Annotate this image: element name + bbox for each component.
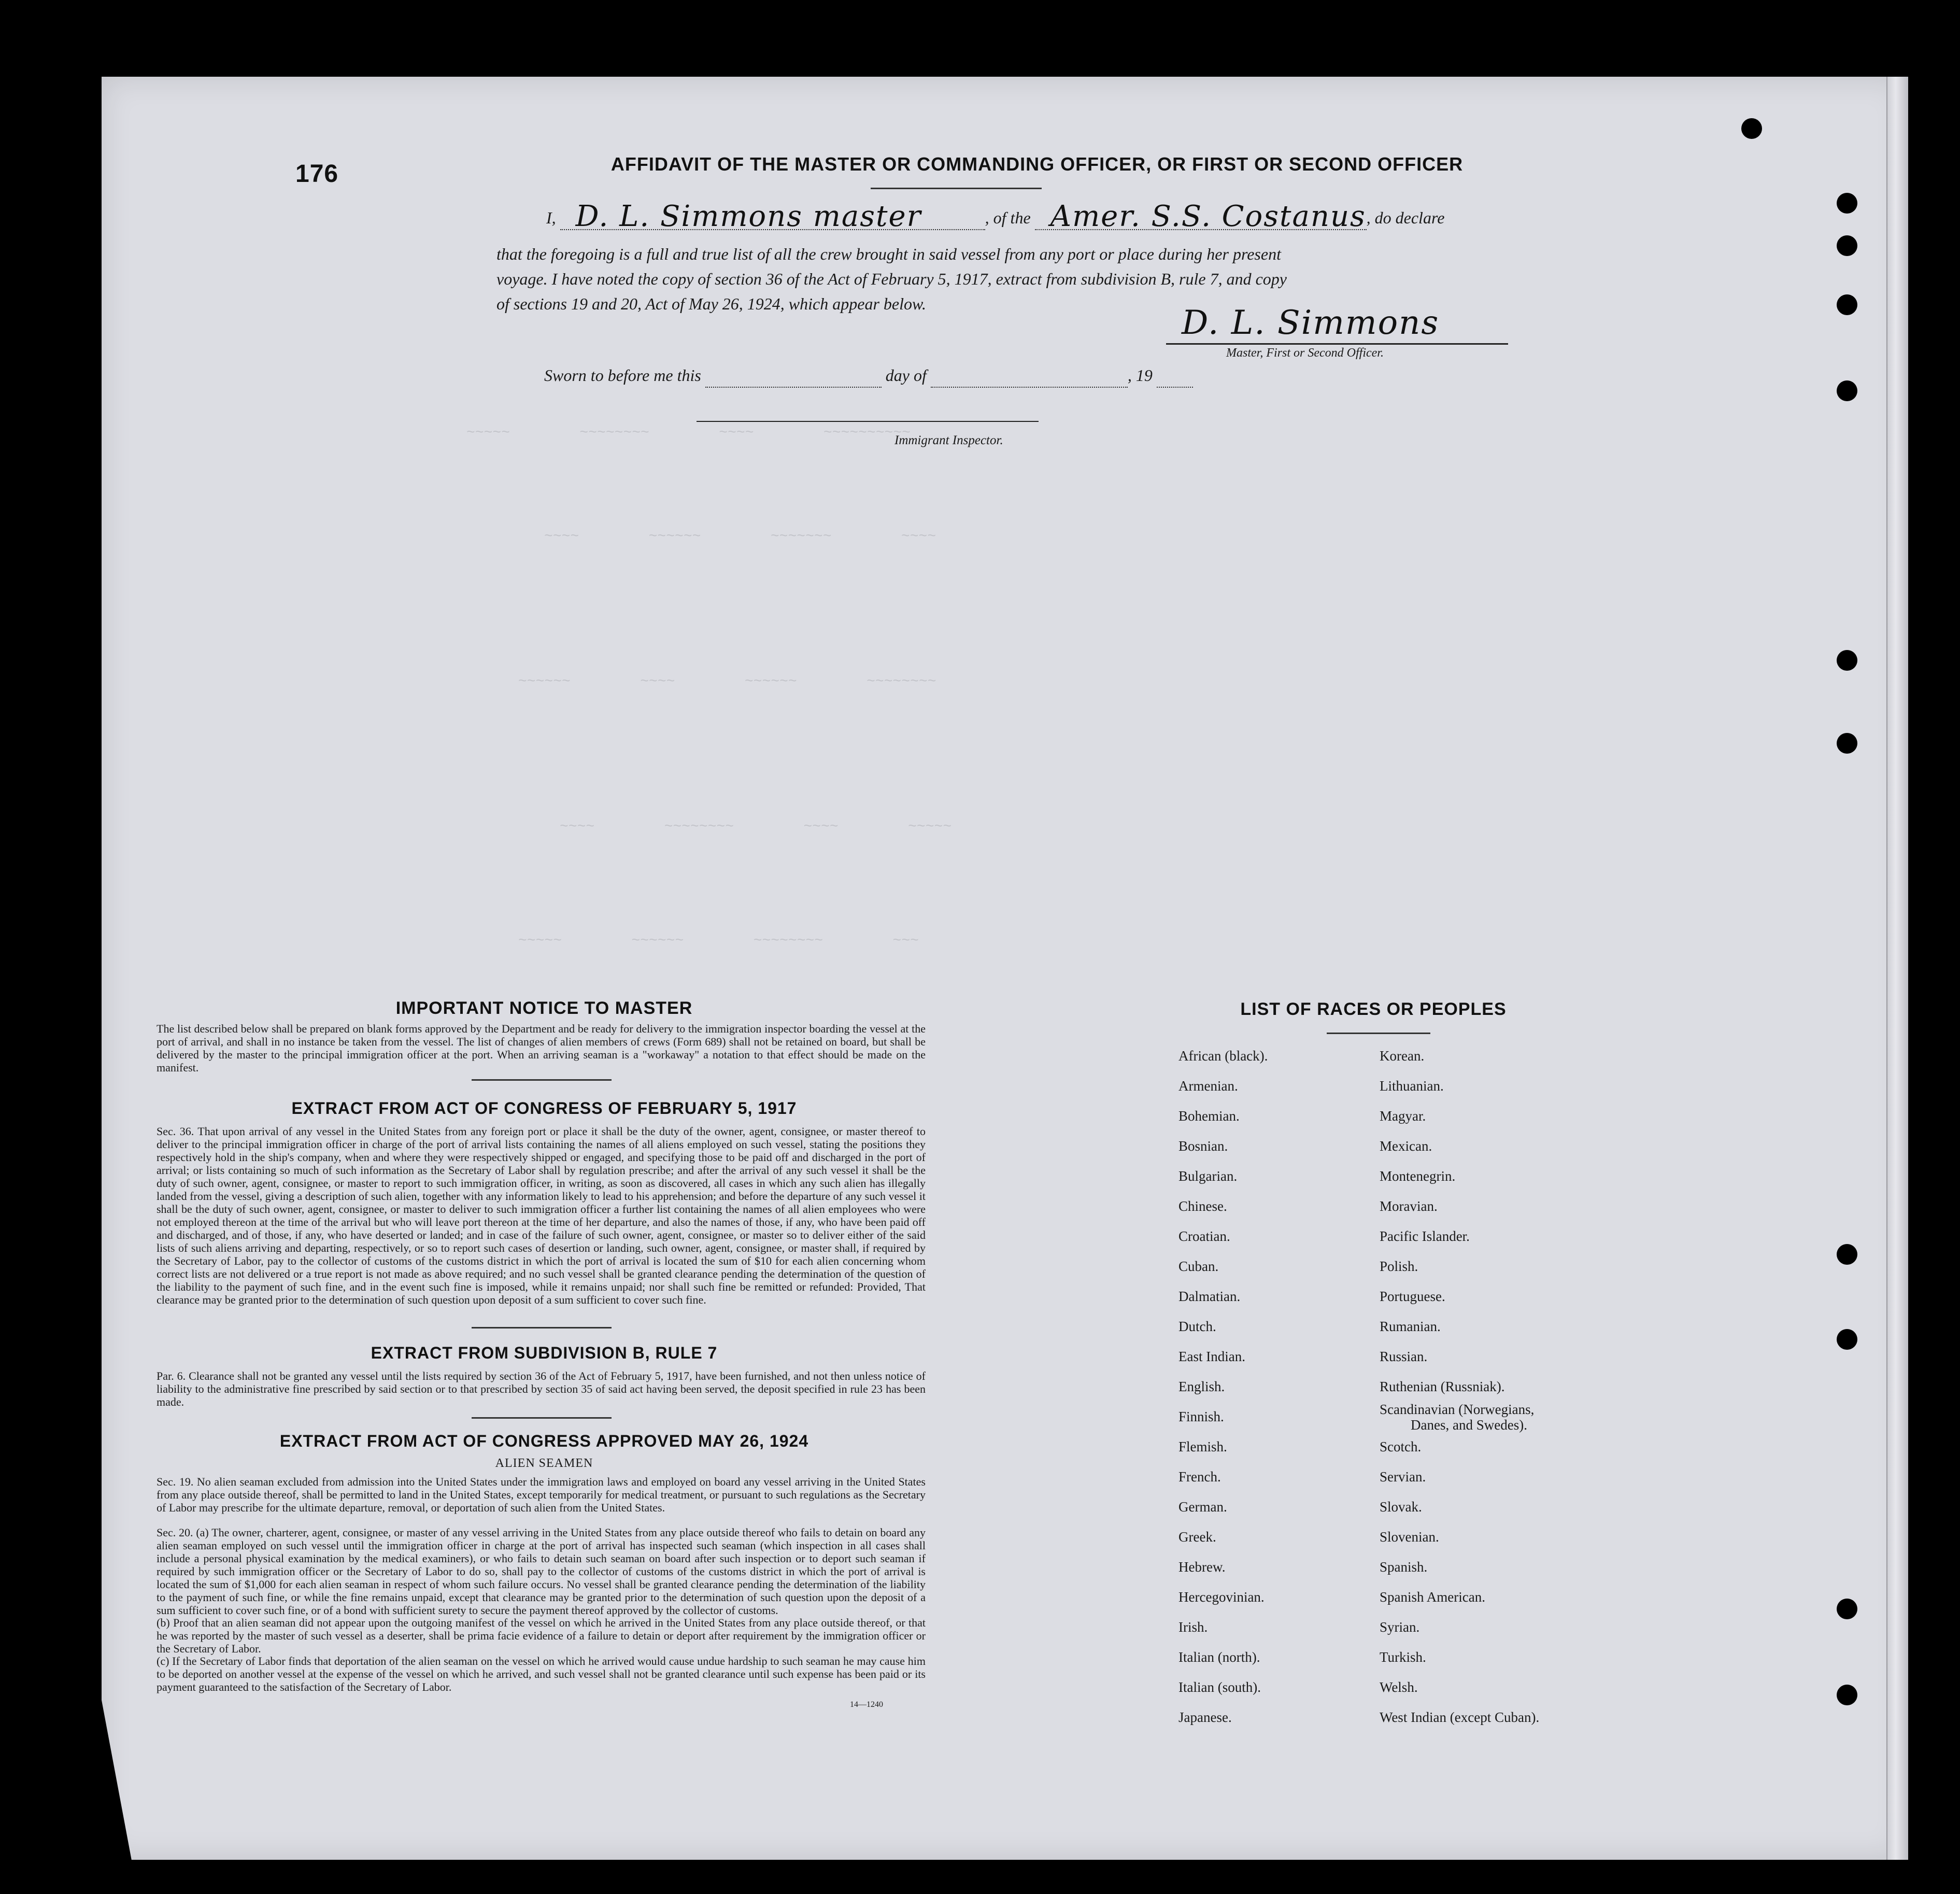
sworn-month-field [931, 366, 1128, 388]
inspector-caption: Immigrant Inspector. [894, 433, 1003, 447]
bleed-through: ~~~~~ ~~~~~~~~ ~~~~ ~~~~~~~~~~ [466, 425, 911, 441]
race-item: West Indian (except Cuban). [1380, 1709, 1540, 1725]
race-item: Lithuanian. [1380, 1078, 1444, 1094]
punch-hole [1837, 1244, 1857, 1265]
sworn-year-field [1157, 366, 1193, 388]
vessel-field [1035, 200, 1367, 233]
race-item: African (black). [1178, 1048, 1268, 1064]
extract-1924-sec20a: Sec. 20. (a) The owner, charterer, agent, consignee, or master of any vessel arriving in the United States from any place outside thereof who fails to detain on board any alien seaman employed on such vessel until the immigration officer in charge at the port of arrival has inspected such seaman (which inspection in all cases shall include a personal physical examination by the medical examiners), or who fails to detain such seaman on board after such inspection or to deport such seaman if required by such immigration officer or the Secretary of Labor to do so, shall pay to the collector of customs of the customs district in which the port of arrival is located the sum of $1,000 for each alien seaman in respect of whom such failure occurs. No vessel shall be granted clearance pending the determination of the liability to the payment of such fine, or while the fine remains unpaid, except that clearance may be granted prior to the determination of such question upon the deposit of a sum sufficient to cover such fine, or of a bond with sufficient surety to secure the payment thereof approved by the collector of customs. [157, 1526, 926, 1617]
punch-hole [1837, 733, 1857, 754]
form-number: 14—1240 [850, 1700, 883, 1709]
races-rule [1327, 1033, 1430, 1034]
race-item: Dutch. [1178, 1319, 1216, 1334]
punch-hole [1837, 1685, 1857, 1705]
punch-hole [1837, 1599, 1857, 1619]
race-item: Greek. [1178, 1529, 1216, 1545]
extract-1924-sec19: Sec. 19. No alien seaman excluded from admission into the United States under the immigration laws and employed on board any vessel arriving in the United States from any place outside thereof, shall be permitted to land in the United States, except temporarily for medical treatment, or pursuant to such regulations as the Secretary of Labor may prescribe for the ultimate departure, removal, or deportation of such alien from the United States. [157, 1475, 926, 1514]
race-item: English. [1178, 1379, 1225, 1394]
race-item: French. [1178, 1469, 1221, 1485]
races-right-column [1380, 1041, 1539, 1732]
signature-caption: Master, First or Second Officer. [1226, 346, 1384, 360]
race-item: German. [1178, 1499, 1227, 1515]
race-item: Moravian. [1380, 1198, 1438, 1214]
paper-edge [1886, 77, 1908, 1860]
sworn-year: , 19 [1127, 366, 1153, 385]
race-item: Cuban. [1178, 1259, 1219, 1274]
master-name-handwritten: D. L. Simmons master [575, 200, 922, 233]
race-item: Rumanian. [1380, 1319, 1441, 1334]
sworn-prefix: Sworn to before me this [544, 366, 701, 385]
race-item: Ruthenian (Russniak). [1380, 1379, 1505, 1394]
title-rule [871, 188, 1042, 189]
race-item: Spanish. [1380, 1559, 1428, 1575]
punch-hole [1837, 294, 1857, 315]
affidavit-body-line: that the foregoing is a full and true list of all the crew brought in said vessel from any port or place during her present [496, 245, 1281, 263]
punch-hole [1837, 380, 1857, 401]
affidavit-mid: , of the [985, 208, 1031, 227]
bleed-through: ~~~~ ~~~~~~~~ ~~~~ ~~~~~ [560, 819, 952, 835]
affidavit-prefix: I, [546, 208, 556, 227]
bleed-through: ~~~~ ~~~~~~ ~~~~~~~ ~~~~ [544, 529, 936, 545]
notice-rule [472, 1079, 612, 1081]
master-name-field [560, 200, 985, 233]
bleed-through: ~~~~~ ~~~~~~ ~~~~~~~~ ~~~ [518, 933, 919, 949]
punch-hole [1837, 235, 1857, 256]
race-item: Pacific Islander. [1380, 1228, 1470, 1244]
extract-1917-title: EXTRACT FROM ACT OF CONGRESS OF FEBRUARY 5, 1917 [291, 1099, 797, 1118]
race-item: Welsh. [1380, 1679, 1418, 1695]
page-number: 176 [295, 160, 339, 188]
race-item: Russian. [1380, 1349, 1428, 1364]
bleed-through: ~~~~~~ ~~~~ ~~~~~~ ~~~~~~~~ [518, 674, 936, 690]
race-item: Irish. [1178, 1619, 1208, 1635]
extract-1917-rule [472, 1327, 612, 1328]
vessel-handwritten: Amer. S.S. Costanus [1050, 200, 1366, 233]
race-item: Bohemian. [1178, 1108, 1240, 1124]
rule7-rule [472, 1417, 612, 1419]
race-item: Turkish. [1380, 1649, 1426, 1665]
extract-1924-sec20b: (b) Proof that an alien seaman did not appear upon the outgoing manifest of the vessel on which he arrived in the United States from any place outside thereof, or that he was reported by the master of such vessel as a deserter, shall be prima facie evidence of a failure to detain or deport after requirement by the immigration officer or the Secretary of Labor. [157, 1616, 926, 1655]
race-item: Bulgarian. [1178, 1168, 1238, 1184]
inspector-signature-line [697, 421, 1039, 422]
master-signature: D. L. Simmons [1182, 304, 1440, 342]
notice-body: The list described below shall be prepared on blank forms approved by the Department and be ready for delivery to the immigration inspector boarding the vessel at the port of arrival, and shall in no instance be taken from the vessel. The list of changes of alien members of crews (Form 689) shall not be retained on board, but shall be delivered by the master to the principal immigration officer at the port. When an arriving seaman is a "workaway" a notation to that effect should be made on the manifest. [157, 1022, 926, 1074]
affidavit-line-1 [546, 200, 1521, 233]
sworn-day: day of [885, 366, 927, 385]
race-item: Montenegrin. [1380, 1168, 1456, 1184]
race-item: Bosnian. [1178, 1138, 1228, 1154]
races-left-column [1178, 1041, 1268, 1732]
rule7-title: EXTRACT FROM SUBDIVISION B, RULE 7 [371, 1344, 718, 1362]
race-item: East Indian. [1178, 1349, 1245, 1364]
race-item: Magyar. [1380, 1108, 1426, 1124]
extract-1924-title: EXTRACT FROM ACT OF CONGRESS APPROVED MAY 26, 1924 [279, 1432, 809, 1450]
race-item: Dalmatian. [1178, 1289, 1241, 1304]
race-item: Armenian. [1178, 1078, 1238, 1094]
race-item: Italian (south). [1178, 1679, 1261, 1695]
race-item: Scotch. [1380, 1439, 1422, 1454]
affidavit-suffix: , do declare [1366, 208, 1445, 227]
race-item: Flemish. [1178, 1439, 1227, 1454]
affidavit-title: AFFIDAVIT OF THE MASTER OR COMMANDING OFFICER, OR FIRST OR SECOND OFFICER [610, 153, 1464, 175]
race-item: Hercegovinian. [1178, 1589, 1265, 1605]
race-item: Hebrew. [1178, 1559, 1226, 1575]
race-item: Korean. [1380, 1048, 1425, 1064]
race-scandinavian-cont: Danes, and Swedes). [1411, 1417, 1527, 1433]
race-item: Japanese. [1178, 1709, 1232, 1725]
race-item: Spanish American. [1380, 1589, 1485, 1605]
race-item: Servian. [1380, 1469, 1426, 1485]
race-item: Mexican. [1380, 1138, 1432, 1154]
race-item [1380, 1402, 1539, 1432]
affidavit-body-line: of sections 19 and 20, Act of May 26, 1924, which appear below. [496, 294, 926, 313]
race-item: Finnish. [1178, 1409, 1224, 1424]
race-item: Slovak. [1380, 1499, 1422, 1515]
race-item: Slovenian. [1380, 1529, 1439, 1545]
extract-1917-body: Sec. 36. That upon arrival of any vessel in the United States from any foreign port or place it shall be the duty of the owner, agent, consignee, or master thereof to deliver to the principal immigration officer in charge of the port of arrival lists containing the names of all aliens employed on such vessel, stating the positions they respectively hold in the ship's company, when and where they were respectively shipped or engaged, and specifying those to be paid off and discharged in the port of arrival; or lists containing so much of such information as the Secretary of Labor shall by regulation prescribe; and after the arrival of any such vessel it shall be the duty of such owner, agent, consignee, or master to report to such immigration officer, in writing, as soon as discovered, all cases in which any such alien has illegally landed from the vessel, giving a description of such alien, together with any information likely to lead to his apprehension; and before the departure of any such vessel it shall be the duty of such owner, agent, consignee, or master to deliver to such immigration officer a further list containing the names of all alien employees who were not employed thereon at the time of the arrival but who will leave port thereon at the time of her departure, and also the names of those, if any, who have been paid off and discharged, and of those, if any, who have deserted or landed; and in case of the failure of such owner, agent, consignee, or master so to deliver either of the said lists of such aliens arriving and departing, respectively, or so to report such cases of desertion or landing, such owner, agent, consignee, or master shall, if required by the Secretary of Labor, pay to the collector of customs of the customs district in which the port of arrival is located the sum of $10 for each alien concerning whom correct lists are not delivered or a true report is not made as above required; and no such vessel shall be granted clearance pending the determination of the question of the liability to the payment of such fine, and in the event such fine is imposed, while it remains unpaid; nor shall such fine be remitted or refunded: Provided, That clearance may be granted prior to the determination of such question upon deposit of a sum sufficient to cover such fine. [157, 1125, 926, 1306]
race-item: Italian (north). [1178, 1649, 1260, 1665]
punch-hole [1837, 193, 1857, 214]
punch-hole [1837, 650, 1857, 671]
race-item: Portuguese. [1380, 1289, 1445, 1304]
rule7-body: Par. 6. Clearance shall not be granted any vessel until the lists required by section 36 of the Act of February 5, 1917, have been furnished, and not then unless notice of liability to the administrative fine prescribed by said section or to that prescribed by section 35 of said act having been served, the deposit specified in rule 23 has been made. [157, 1369, 926, 1408]
race-item: Chinese. [1178, 1198, 1227, 1214]
signature-line [1166, 343, 1508, 345]
extract-1924-sec20c: (c) If the Secretary of Labor finds that deportation of the alien seaman on the vessel on which he arrived would cause undue hardship to such seaman he may cause him to be deported on another vessel at the expense of the vessel on which he arrived, and such vessel shall not be granted clearance until such expense has been paid or its payment guaranteed to the satisfaction of the Secretary of Labor. [157, 1655, 926, 1693]
notice-title: IMPORTANT NOTICE TO MASTER [395, 998, 693, 1018]
race-item: Croatian. [1178, 1228, 1230, 1244]
race-scandinavian: Scandinavian (Norwegians, [1380, 1402, 1535, 1417]
extract-1924-subtitle: ALIEN SEAMEN [495, 1457, 593, 1470]
punch-hole [1837, 1329, 1857, 1350]
affidavit-body-line: voyage. I have noted the copy of section 36 of the Act of February 5, 1917, extract from subdivision B, rule 7, and copy [496, 270, 1287, 288]
punch-hole [1741, 118, 1762, 139]
races-title: LIST OF RACES OR PEOPLES [1240, 999, 1507, 1019]
race-item: Polish. [1380, 1259, 1418, 1274]
sworn-line [544, 363, 1193, 388]
race-item: Syrian. [1380, 1619, 1420, 1635]
sworn-date-field [705, 366, 882, 388]
